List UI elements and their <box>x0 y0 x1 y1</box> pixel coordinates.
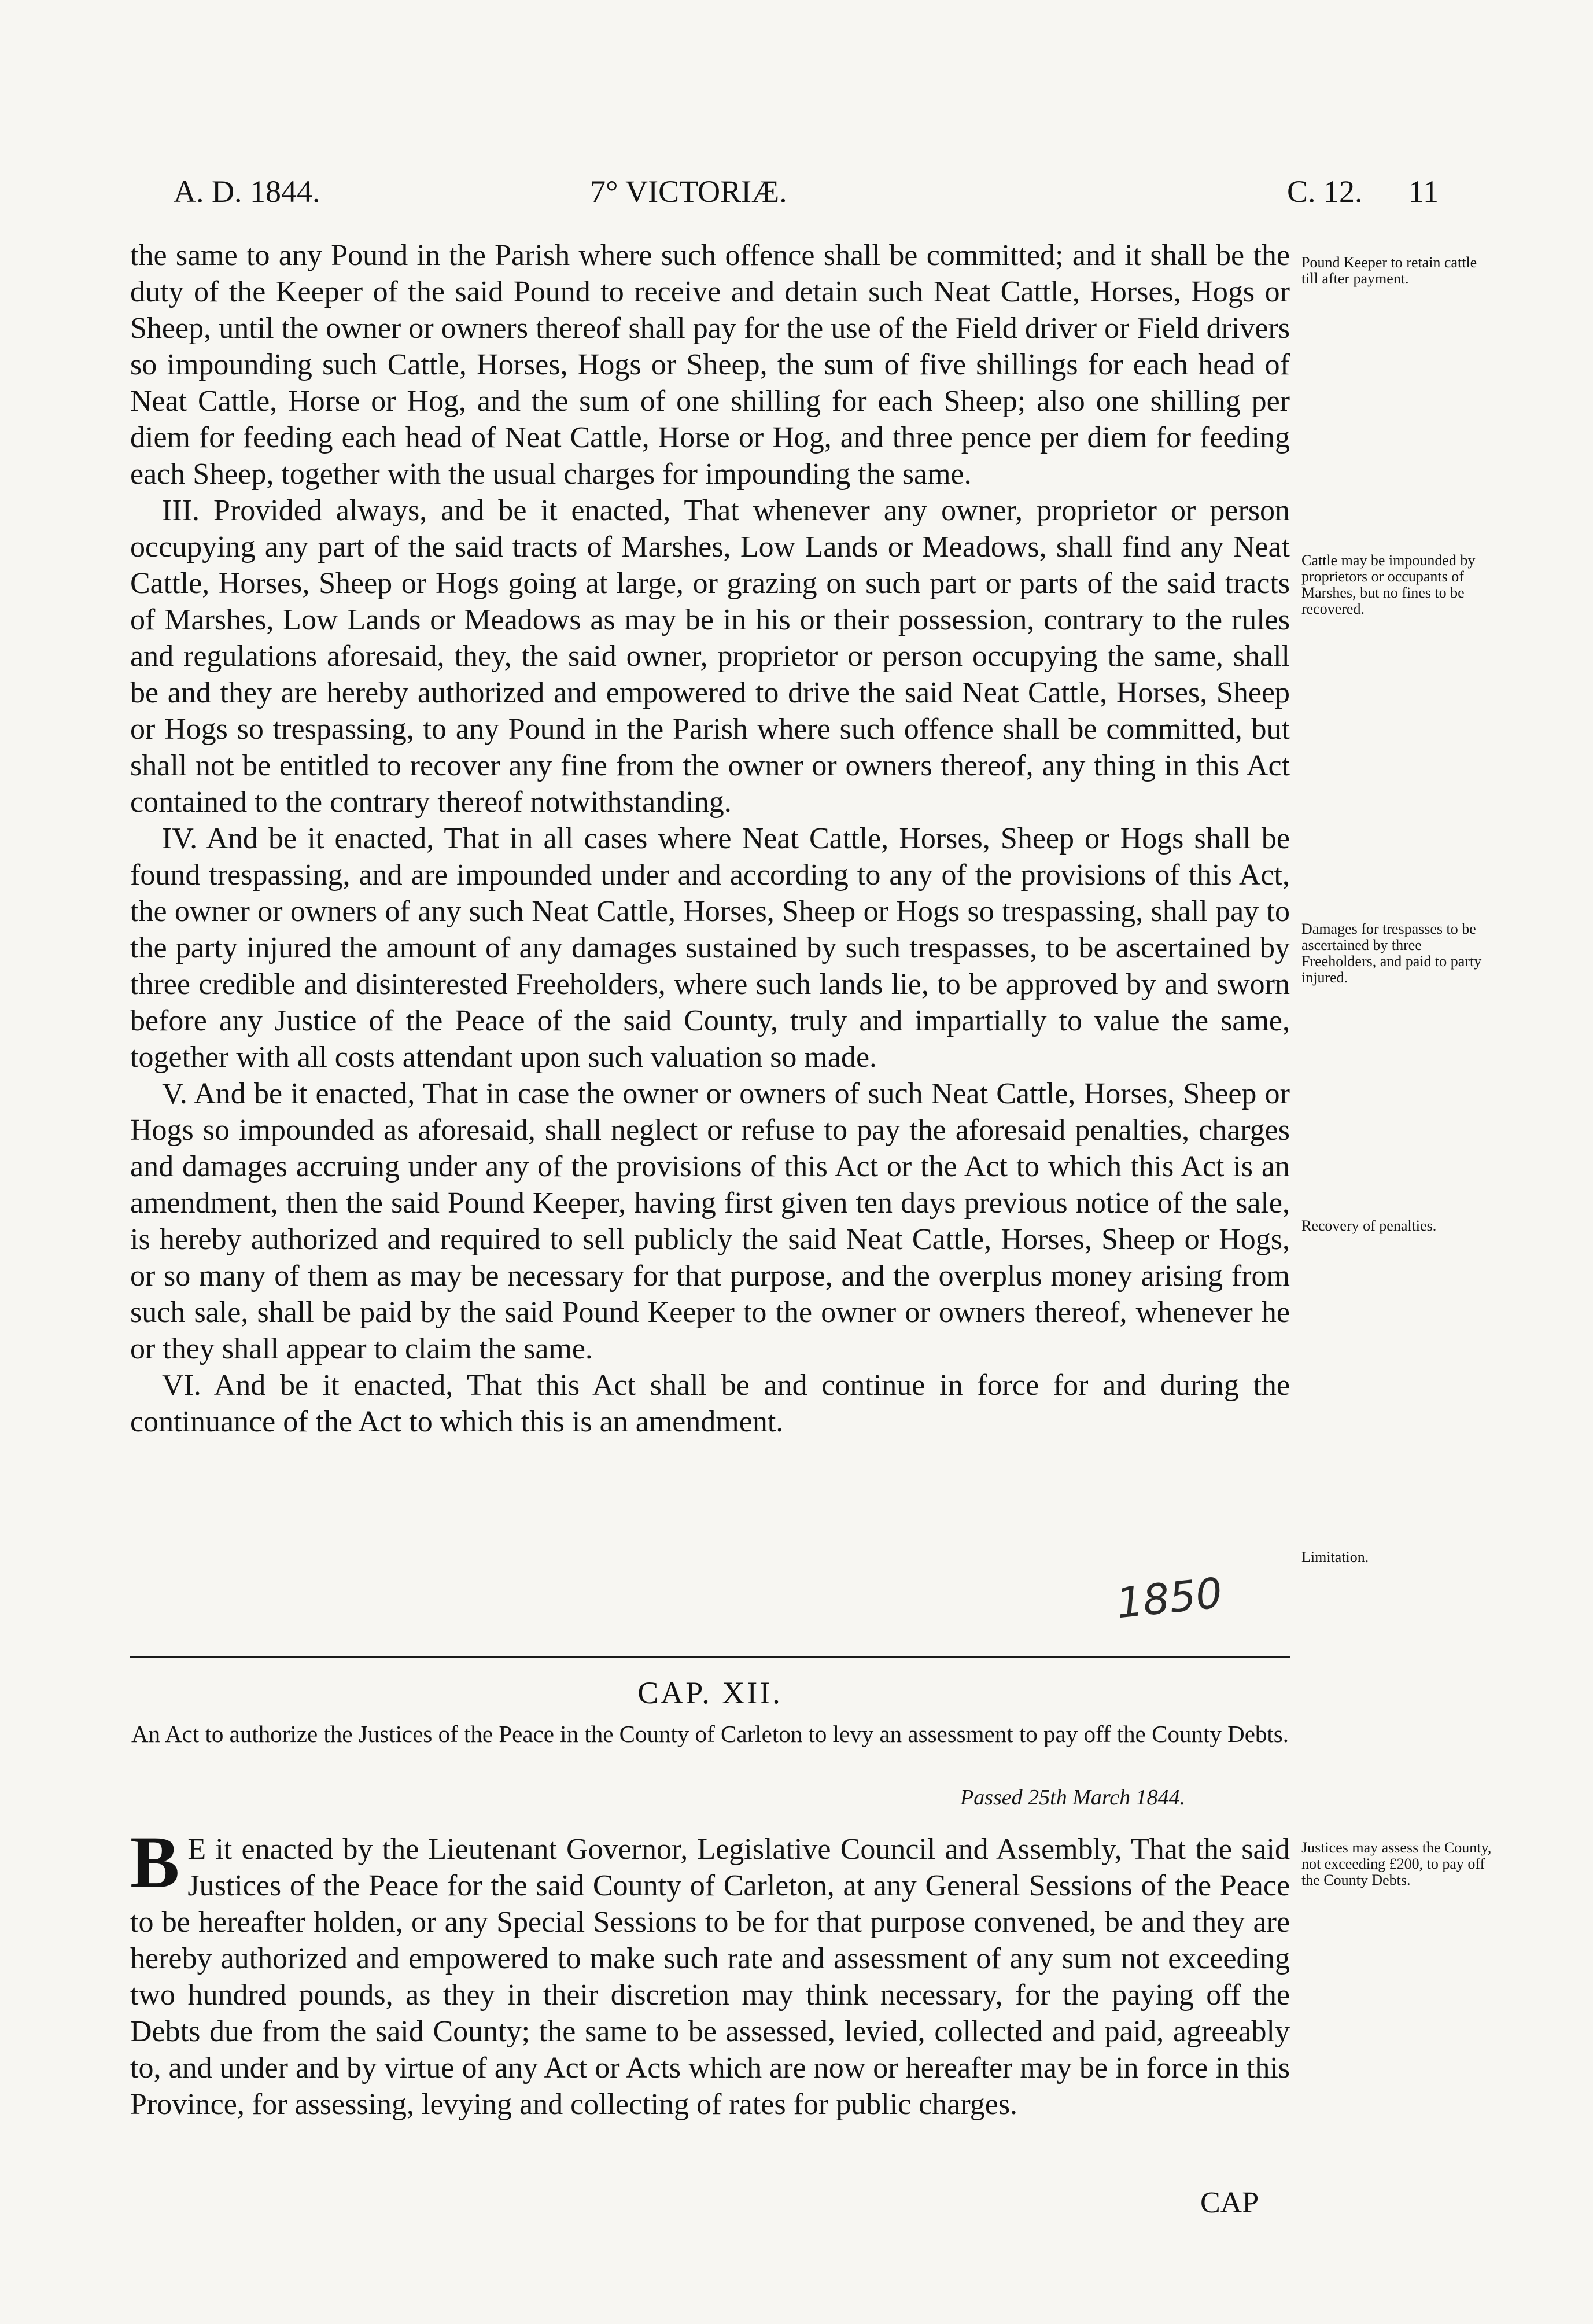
section-vi: VI. And be it enacted, That this Act shall be and continue in force for and during the continuance of the Act to which this is an amendment. <box>130 1369 1290 1438</box>
header-year: A. D. 1844. <box>174 174 320 209</box>
section-iii: III. Provided always, and be it enacted, That whenever any owner, proprietor or person occupying any part of the said tracts of Marshes, Low Lands or Meadows, shall find any Neat Cattle, Horses, Sheep or Hogs going at large, or grazing on such part or parts of the said tracts of Marshes, Low Lands or Meadows as may be in his or their possession, contrary to the rules and regulations aforesaid, they, the said owner, proprietor or person occupying the same, shall be and they are hereby authorized and empowered to drive the said Neat Cattle, Horses, Sheep or Hogs so trespassing, to any Pound in the Parish where such offence shall be committed, but shall not be entitled to recover any fine from the owner or owners thereof, any thing in this Act contained to the contrary thereof notwithstanding. <box>130 494 1290 819</box>
cap12-body <box>130 1821 1290 2123</box>
cap12-passed-date: Passed 25th March 1844. <box>960 1785 1186 1810</box>
margin-note-recovery: Recovery of penalties. <box>1301 1217 1437 1234</box>
handwritten-note: 1850 <box>1114 1568 1225 1628</box>
page-number: 11 <box>1408 174 1439 209</box>
cap11-body <box>130 237 1290 1440</box>
header-chapter: C. 12. <box>1287 174 1363 209</box>
cap12-text: E it enacted by the Lieutenant Governor, Legislative Council and Assembly, That the said Justices of the Peace for the said County of Carleton, at any General Sessions of the Peace to be hereafter holden, or any Special Sessions to be for that purpose convened, be and they are hereby authorized and empowered to make such rate and assessment of any sum not exceeding two hundred pounds, as they in their discretion may think necessary, for the paying off the Debts due from the said County; the same to be assessed, levied, collected and paid, agreeably to, and under and by virtue of any Act or Acts which are now or hereafter may be in force in this Province, for assessing, levying and collecting of rates for public charges. <box>130 1833 1290 2121</box>
running-header <box>174 174 1439 220</box>
catchword: CAP <box>1200 2186 1259 2219</box>
section-iv: IV. And be it enacted, That in all cases where Neat Cattle, Horses, Sheep or Hogs shall be found trespassing, and are impounded under and according to any of the provisions of this Act, the owner or owners of any such Neat Cattle, Horses, Sheep or Hogs so trespassing, shall pay to the party injured the amount of any damages sustained by such trespasses, to be ascertained by three credible and disinterested Freeholders, where such lands lie, to be approved by and sworn before any Justice of the Peace of the said County, truly and impartially to value the same, together with all costs attendant upon such valuation so made. <box>130 822 1290 1074</box>
margin-note-limitation: Limitation. <box>1301 1549 1369 1566</box>
paragraph-continuation: the same to any Pound in the Parish where such offence shall be committed; and it shall be the duty of the Keeper of the said Pound to receive and detain such Neat Cattle, Horses, Hogs or Sheep, until the owner or owners thereof shall pay for the use of the Field driver or Field drivers so impounding such Cattle, Horses, Hogs or Sheep, the sum of five shillings for each head of Neat Cattle, Horse or Hog, and the sum of one shilling for each Sheep; also one shilling per diem for feeding each head of Neat Cattle, Horse or Hog, and three pence per diem for feeding each Sheep, together with the usual charges for impounding the same. <box>130 239 1290 491</box>
section-divider <box>130 1656 1290 1658</box>
cap12-description: An Act to authorize the Justices of the Peace in the County of Carleton to levy an assessment to pay off the County Debts. <box>131 1721 1289 1747</box>
margin-note-impound: Cattle may be impounded by proprietors or occupants of Marshes, but no fines to be recovered. <box>1301 552 1476 617</box>
margin-note-pound-keeper: Pound Keeper to retain cattle till after payment. <box>1301 254 1477 287</box>
drop-cap: B <box>130 1821 180 1903</box>
cap12-title: CAP. XII. <box>637 1675 783 1710</box>
margin-note-justices: Justices may assess the County, not exceeding £200, to pay off the County Debts. <box>1301 1839 1492 1888</box>
margin-note-damages: Damages for trespasses to be ascertained by three Freeholders, and paid to party injured. <box>1301 920 1482 986</box>
header-reign: 7° VICTORIÆ. <box>590 174 787 209</box>
section-v: V. And be it enacted, That in case the owner or owners of such Neat Cattle, Horses, Sheep or Hogs so impounded as aforesaid, shall neglect or refuse to pay the aforesaid penalties, charges and damages accruing under any of the provisions of this Act or the Act to which this Act is an amendment, then the said Pound Keeper, having first given ten days previous notice of the sale, is hereby authorized and required to sell publicly the said Neat Cattle, Horses, Sheep or Hogs, or so many of them as may be necessary for that purpose, and the overplus money arising from such sale, shall be paid by the said Pound Keeper to the owner or owners thereof, whenever he or they shall appear to claim the same. <box>130 1077 1290 1365</box>
